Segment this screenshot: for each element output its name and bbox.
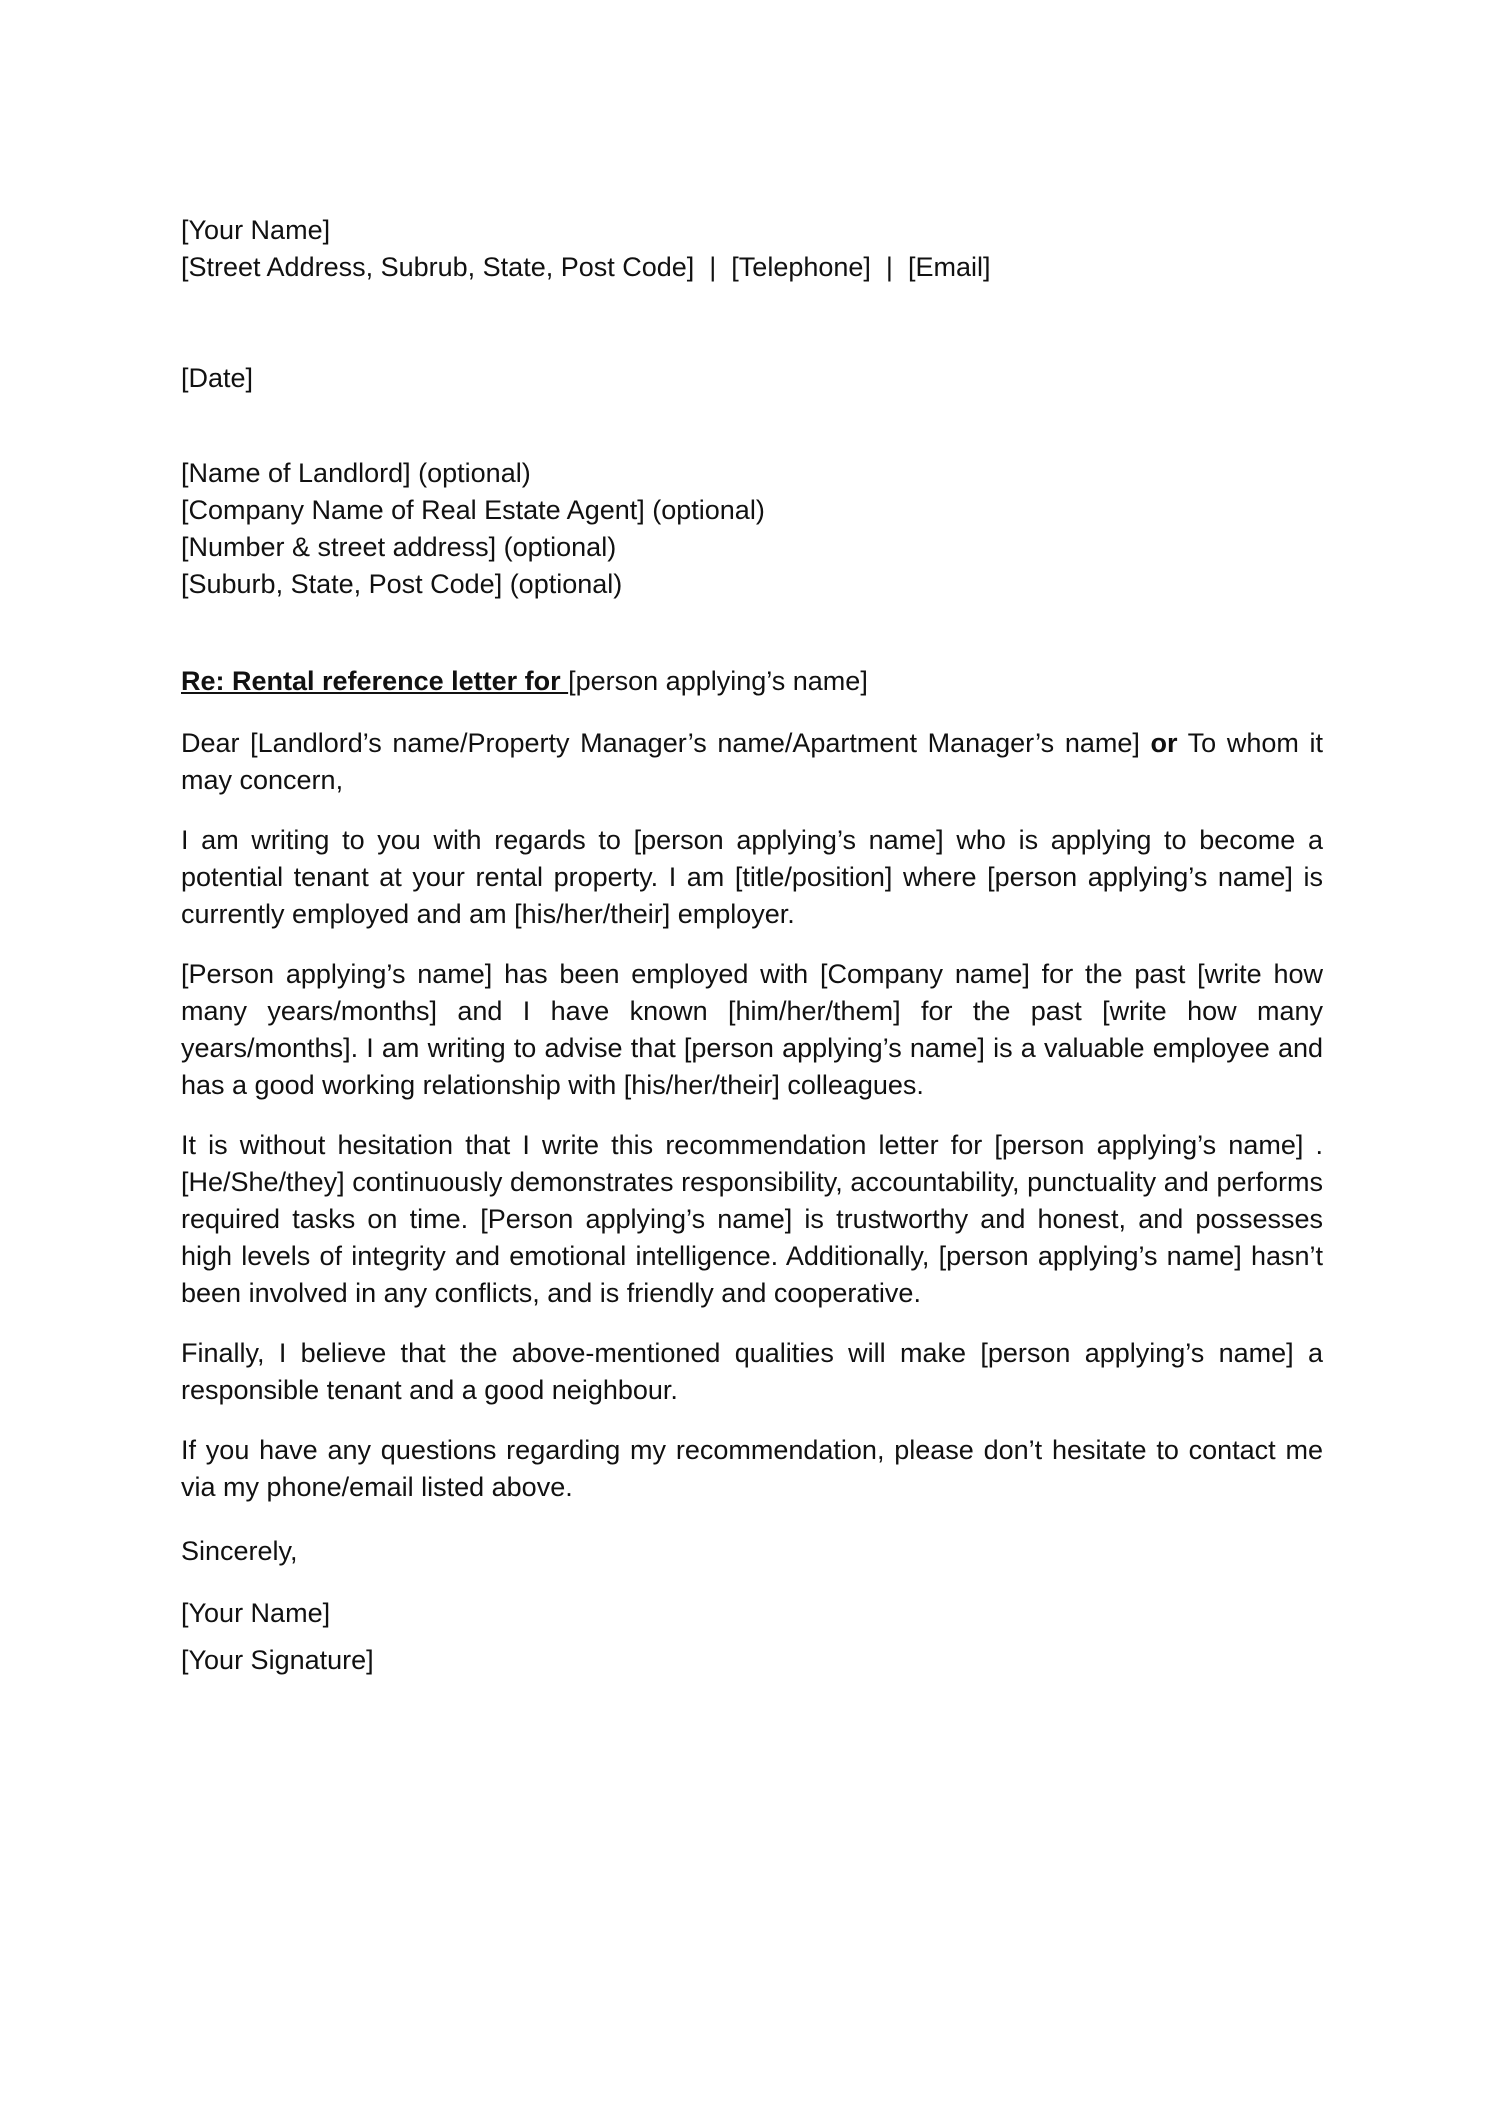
paragraph-recommendation: It is without hesitation that I write this recommendation letter for [person applying’s name] . [He/She/they] continuously demonstrates responsibility, accountability, punctuality and performs required tasks on time. [Person applying’s name] is trustworthy and honest, and possesses high levels of integrity and emotional intelligence. Additionally, [person applying’s name] hasn’t been involved in any conflicts, and is friendly and cooperative. [181,1130,1323,1308]
subject-label: Re: Rental reference letter for [181,666,569,696]
salutation-alternative: To whom it may concern, [181,728,1323,795]
salutation [181,725,1323,799]
signature-placeholder: [Your Signature] [181,1645,374,1675]
letter-date: [Date] [181,363,254,393]
salutation-text: Dear [Landlord’s name/Property Manager’s name/Apartment Manager’s name] [181,728,1151,758]
paragraph-employment: [Person applying’s name] has been employed with [Company name] for the past [write how many years/months] and I have known [him/her/them] for the past [write how many years/months]. I am writing to advise that [person applying’s name] is a valuable employee and has a good working relationship with [his/her/their] colleagues. [181,959,1323,1100]
sender-address: [Street Address, Subrub, State, Post Code] | [Telephone] | [Email] [181,252,991,282]
recipient-landlord: [Name of Landlord] (optional) [181,458,531,488]
recipient-block [181,455,1323,603]
salutation-or: or [1150,728,1178,758]
sender-block [181,212,1323,286]
paragraph-conclusion: Finally, I believe that the above-mentioned qualities will make [person applying’s name] a responsible tenant and a good neighbour. [181,1338,1323,1405]
paragraph-introduction: I am writing to you with regards to [person applying’s name] who is applying to become a potential tenant at your rental property. I am [title/position] where [person applying’s name] is currently employed and am [his/her/their] employer. [181,825,1323,929]
signature-name: [Your Name] [181,1598,331,1628]
recipient-suburb: [Suburb, State, Post Code] (optional) [181,569,623,599]
recipient-company: [Company Name of Real Estate Agent] (optional) [181,495,765,525]
subject-name: [person applying’s name] [568,666,868,696]
sender-name: [Your Name] [181,215,331,245]
recipient-street: [Number & street address] (optional) [181,532,617,562]
closing: Sincerely, [181,1536,298,1566]
paragraph-contact: If you have any questions regarding my recommendation, please don’t hesitate to contact me via my phone/email listed above. [181,1435,1323,1502]
subject-line [181,663,1323,700]
letter-body [181,212,1323,1679]
